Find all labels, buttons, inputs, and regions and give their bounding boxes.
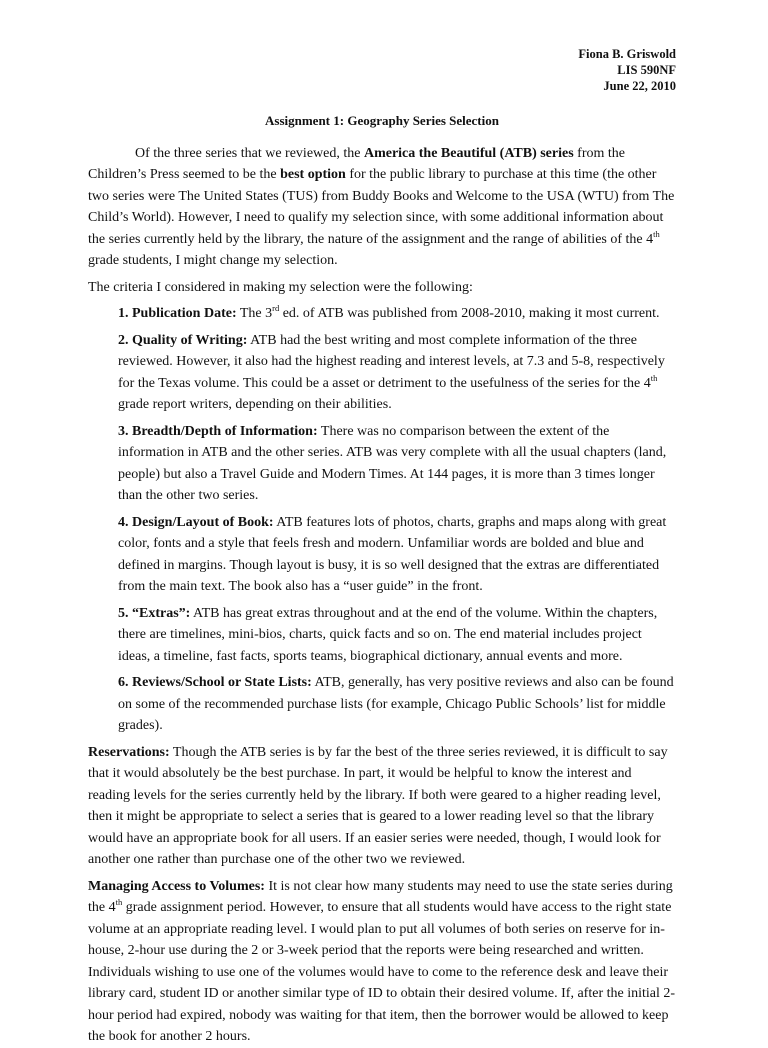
intro-text-4: grade students, I might change my selection. bbox=[88, 253, 338, 268]
criteria-text: ed. of ATB was published from 2008-2010, making it most current. bbox=[279, 306, 660, 321]
intro-text-2: from the Children’s Press seemed to be the bbox=[88, 145, 625, 182]
managing-access-label: Managing Access to Volumes: bbox=[88, 878, 265, 894]
criteria-text: ATB has great extras throughout and at the end of the volume. Within the chapters, there are timelines, mini-bios, charts, quick facts and so on. The end material includes project ideas, a timeline, fast facts, sports teams, biographical dictionary, annual events and more. bbox=[118, 605, 658, 664]
criteria-item-breadth-depth bbox=[118, 421, 676, 507]
criteria-superscript: th bbox=[650, 372, 658, 383]
criteria-text: grade report writers, depending on their abilities. bbox=[118, 397, 392, 412]
intro-text-1: Of the three series that we reviewed, the bbox=[135, 145, 364, 161]
managing-access-paragraph bbox=[88, 876, 676, 1048]
author-name: Fiona B. Griswold bbox=[578, 47, 676, 61]
criteria-item-extras bbox=[118, 603, 676, 668]
criteria-label: 5. “Extras”: bbox=[118, 605, 191, 621]
page-title: Assignment 1: Geography Series Selection bbox=[265, 113, 499, 128]
intro-superscript: th bbox=[653, 228, 660, 239]
criteria-text: ATB features lots of photos, charts, graphs and maps along with great color, fonts and a style that feels fresh and modern. Unfamiliar words are bolded and blue and defined in margins. Though layout is busy, it is so well designed that the extras are differentiated from the main text. The book also has a “user guide” in the front. bbox=[118, 514, 667, 594]
managing-access-superscript: th bbox=[115, 897, 123, 907]
criteria-text: The 3 bbox=[236, 306, 273, 321]
criteria-label: 3. Breadth/Depth of Information: bbox=[118, 423, 318, 439]
criteria-item-quality-of-writing bbox=[118, 330, 676, 416]
managing-access-text-2: grade assignment period. However, to ensure that all students would have access to the right state volume at an appropriate reading level. I would plan to put all volumes of both series on reserve for in-house, 2-hour use during the 2 or 3-week period that the reports were being researched and written. Individuals wishing to use one of the volumes would have to come to the reference desk and leave their library card, student ID or another similar type of ID to obtain their desired volume. If, after the initial 2-hour period had expired, nobody was waiting for that item, then the borrower would be allowed to keep the book for another 2 hours. bbox=[88, 900, 676, 1044]
intro-paragraph bbox=[88, 143, 676, 272]
reservations-paragraph bbox=[88, 742, 676, 871]
intro-text-3: for the public library to purchase at this time (the other two series were The United States (TUS) from Buddy Books and Welcome to the USA (WTU) from The Child’s World). However, I need to qualify my selection since, with some additional information about the series currently held by the library, the nature of the assignment and the range of abilities of the 4 bbox=[88, 167, 675, 247]
criteria-label: 4. Design/Layout of Book: bbox=[118, 514, 274, 530]
reservations-text: Though the ATB series is by far the best of the three series reviewed, it is difficult to say that it would absolutely be the best purchase. In part, it would be helpful to know the interest and reading levels for the series currently held by the library. If both were geared to a higher reading level, then it might be appropriate to select a series that is geared to a lower reading level so that the library would have an appropriate book for all users. If an easier series were needed, though, I would look for another one rather than purchase one of the other two we reviewed. bbox=[88, 744, 668, 867]
criteria-item-publication-date bbox=[118, 303, 676, 325]
author-header bbox=[88, 46, 676, 94]
criteria-item-reviews-lists bbox=[118, 672, 676, 737]
criteria-item-design-layout bbox=[118, 512, 676, 598]
criteria-text: ATB, generally, has very positive reviews and also can be found on some of the recommended purchase lists (for example, Chicago Public Schools’ list for middle grades). bbox=[118, 675, 674, 733]
intro-bold-series: America the Beautiful (ATB) series bbox=[363, 145, 574, 161]
criteria-text: There was no comparison between the extent of the information in ATB and the other series. ATB was very complete with all the usual chapters (land, people) but also a Travel Guide and Modern Times. At 144 pages, it is more than 3 times longer than the other two series. bbox=[118, 423, 667, 503]
course-code: LIS 590NF bbox=[617, 63, 676, 77]
managing-access-text-1: It is not clear how many students may need to use the state series during the 4 bbox=[88, 878, 673, 915]
criteria-label: 6. Reviews/School or State Lists: bbox=[118, 675, 312, 690]
criteria-intro: The criteria I considered in making my selection were the following: bbox=[88, 279, 473, 295]
criteria-label: 1. Publication Date: bbox=[118, 306, 237, 321]
document-date: June 22, 2010 bbox=[603, 79, 676, 93]
reservations-label: Reservations: bbox=[88, 744, 170, 760]
criteria-label: 2. Quality of Writing: bbox=[118, 332, 248, 348]
criteria-text: ATB had the best writing and most complete information of the three reviewed. However, it also had the highest reading and interest levels, at 7.3 and 5-8, respectively for the Texas volume. This could be a asset or detriment to the usefulness of the series for the 4 bbox=[118, 332, 665, 391]
intro-bold-option: best option bbox=[280, 167, 346, 182]
criteria-superscript: rd bbox=[272, 303, 280, 313]
criteria-list bbox=[118, 303, 676, 737]
